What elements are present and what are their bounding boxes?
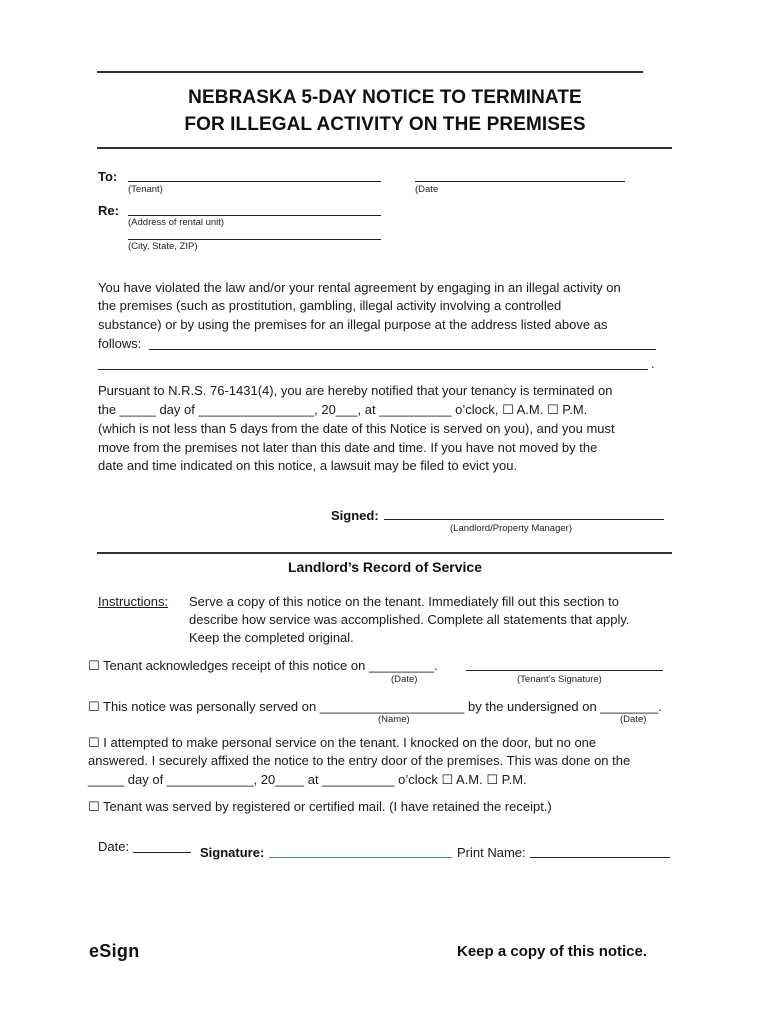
instructions-line3: Keep the completed original.: [189, 630, 354, 645]
document-title-line2: FOR ILLEGAL ACTIVITY ON THE PREMISES: [184, 114, 586, 135]
esign-logo: eSign: [89, 941, 140, 961]
tenant-signature-caption: (Tenant’s Signature): [517, 674, 602, 685]
to-label: To:: [98, 169, 118, 184]
footer-date-label: Date:: [98, 839, 130, 854]
option1-date-caption: (Date): [391, 674, 418, 685]
pursuant-line2: the _____ day of ________________, 20___, at __________ o’clock, ☐ A.M. ☐ P.M.: [98, 402, 588, 417]
option-attempted-service-line3: _____ day of ____________, 20____ at __________ o’clock ☐ A.M. ☐ P.M.: [88, 772, 527, 787]
signed-label: Signed:: [331, 508, 379, 523]
violation-line3: substance) or by using the premises for an illegal purpose at the address listed above as: [98, 317, 608, 332]
follows-label: follows:: [98, 336, 142, 351]
tenant-signature-line[interactable]: [466, 670, 663, 671]
instructions-label: Instructions:: [98, 594, 169, 609]
title-divider: [97, 147, 672, 149]
violation-line1: You have violated the law and/or your rental agreement by engaging in an illegal activity on: [98, 280, 621, 295]
record-heading: Landlord’s Record of Service: [288, 559, 482, 575]
follows-line-1[interactable]: [149, 349, 656, 350]
keep-copy-note: Keep a copy of this notice.: [457, 943, 648, 960]
address-caption: (Address of rental unit): [128, 217, 225, 228]
option-personally-served[interactable]: ☐ This notice was personally served on ____________________ by the undersigned on ________.: [88, 699, 662, 714]
signed-caption: (Landlord/Property Manager): [450, 523, 572, 534]
pursuant-line5: date and time indicated on this notice, a lawsuit may be filed to evict you.: [98, 458, 518, 473]
follows-line-2[interactable]: [98, 369, 648, 370]
city-caption: (City, State, ZIP): [128, 241, 198, 252]
signed-line[interactable]: [384, 519, 664, 520]
tenant-line[interactable]: [128, 181, 381, 182]
footer-print-name-label: Print Name:: [457, 845, 526, 860]
footer-print-name-line[interactable]: [530, 857, 670, 858]
option2-date-caption: (Date): [620, 714, 647, 725]
document-title-line1: NEBRASKA 5-DAY NOTICE TO TERMINATE: [188, 87, 582, 108]
section-divider: [97, 552, 672, 554]
footer-date-line[interactable]: [133, 852, 191, 853]
follows-period: .: [651, 356, 655, 371]
option-certified-mail[interactable]: ☐ Tenant was served by registered or certified mail. (I have retained the receipt.): [88, 799, 552, 814]
date-caption: (Date: [415, 184, 439, 195]
pursuant-line4: move from the premises not later than this date and time. If you have not moved by the: [98, 440, 598, 455]
city-line[interactable]: [128, 239, 381, 240]
tenant-caption: (Tenant): [128, 184, 163, 195]
top-rule: [97, 71, 643, 73]
option-attempted-service-line1[interactable]: ☐ I attempted to make personal service on the tenant. I knocked on the door, but no one: [88, 735, 597, 750]
address-line[interactable]: [128, 215, 381, 216]
footer-signature-label: Signature:: [200, 845, 265, 860]
option-tenant-acknowledges[interactable]: ☐ Tenant acknowledges receipt of this notice on _________.: [88, 658, 438, 673]
footer-signature-line[interactable]: [269, 857, 452, 858]
option2-name-caption: (Name): [378, 714, 410, 725]
pursuant-line3: (which is not less than 5 days from the date of this Notice is served on you), and you must: [98, 421, 615, 436]
date-line[interactable]: [415, 181, 625, 182]
re-label: Re:: [98, 203, 119, 218]
instructions-line2: describe how service was accomplished. Complete all statements that apply.: [189, 612, 630, 627]
option-attempted-service-line2: answered. I securely affixed the notice to the entry door of the premises. This was done on the: [88, 753, 631, 768]
pursuant-line1: Pursuant to N.R.S. 76-1431(4), you are hereby notified that your tenancy is terminated on: [98, 383, 613, 398]
violation-line2: the premises (such as prostitution, gambling, illegal activity involving a controlled: [98, 298, 562, 313]
instructions-line1: Serve a copy of this notice on the tenant. Immediately fill out this section to: [189, 594, 619, 609]
